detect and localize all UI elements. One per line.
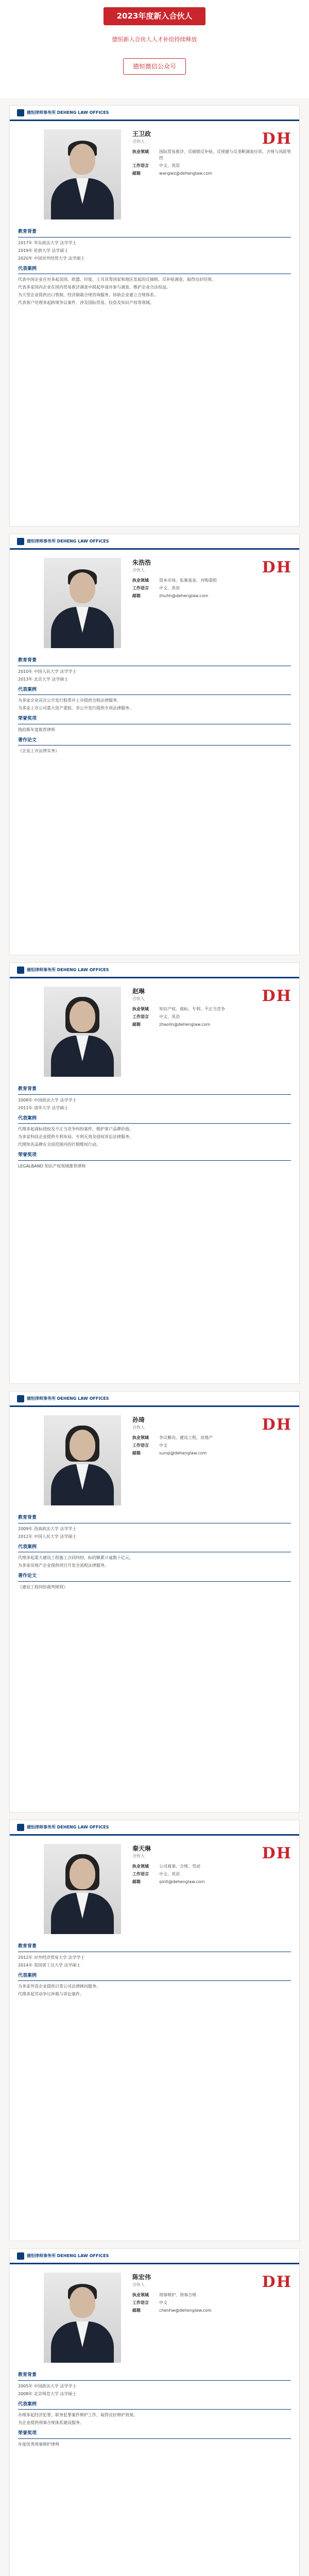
dept-label: 执业领域 [132,149,149,154]
lawyer-name: 赵琳 [132,988,145,995]
lang-value: 中文、英语 [159,163,180,168]
lawyer-photo [44,1415,121,1505]
dept-label: 执业领域 [132,1007,149,1011]
lawyer-photo [44,987,121,1077]
lawyer-card [9,1391,300,1812]
lawyer-card [9,2248,300,2576]
edu-item: 2017年 华东政法大学 法学学士 [18,240,77,245]
mail-label: 邮箱 [132,1022,141,1027]
rep-item: 代理知名品牌在全国范围内的打假维权行动。 [18,1142,100,1147]
rep-heading: 代表案例 [18,2401,291,2410]
email-link[interactable]: chenhw@dehenglaw.com [159,2308,212,2313]
edu-item: 2014年 英国诺丁汉大学 法学硕士 [18,1962,81,1968]
dh-logo: DH [262,1844,292,1862]
lang-label: 工作语言 [132,163,149,168]
follow-button[interactable]: 德恒微信公众号 [123,58,186,75]
profile-details [10,1934,299,1997]
firm-logo-icon [17,109,24,116]
rep-item: 代理多起商标侵权及不正当竞争纠纷案件，维护客户品牌价值。 [18,1127,133,1131]
edu-item: 2005年 中国政法大学 法学学士 [18,2383,77,2388]
firm-name: 德恒律师事务所 DEHENG LAW OFFICES [27,2253,109,2258]
lawyer-title: 合伙人 [132,139,145,144]
edu-item: 2008年 中国政法大学 法学学士 [18,1097,77,1103]
dept-label: 执业领域 [132,2293,149,2297]
rep-item: 办理多起经济犯罪、职务犯罪案件辩护工作，取得良好辩护效果。 [18,2413,138,2417]
lang-value: 中文、英语 [159,1014,180,1019]
email-link[interactable]: zhuhh@dehenglaw.com [159,594,209,598]
edu-heading: 教育背景 [18,2372,291,2381]
lawyer-photo [44,2273,121,2363]
pub-heading: 著作论文 [18,737,291,746]
edu-heading: 教育背景 [18,1943,291,1952]
edu-item: 2011年 清华大学 法学硕士 [18,1105,68,1110]
lang-label: 工作语言 [132,1014,149,1019]
pub-item: 《企业上市法律实务》 [18,749,59,753]
rep-item: 为大型企业提供出口管制、经济制裁合规咨询服务，协助企业建立合规体系。 [18,293,158,297]
card-topbar [10,534,299,550]
rep-item: 代表客户处理多起跨境争议案件，涉及国际贸易、投资及知识产权等领域。 [18,300,154,305]
firm-name: 德恒律师事务所 DEHENG LAW OFFICES [27,1824,109,1829]
firm-logo [17,1395,109,1402]
rep-item: 代理多起重大建设工程施工合同纠纷，标的额累计逾数十亿元。 [18,1555,133,1560]
rep-item: 为多家企业首次公开发行股票并上市提供全程法律服务。 [18,698,121,703]
lawyer-title: 合伙人 [132,1425,145,1430]
mail-label: 邮箱 [132,1879,141,1884]
firm-name: 德恒律师事务所 DEHENG LAW OFFICES [27,1396,109,1401]
dh-logo: DH [262,558,292,577]
lawyer-card [9,105,300,527]
firm-logo-icon [17,1395,24,1402]
lawyer-section [0,1384,309,1812]
dept-value: 争议解决、建设工程、房地产 [159,1435,213,1440]
lawyer-section [0,955,309,1384]
dept-value: 知识产权、商标、专利、不正当竞争 [159,1007,225,1011]
firm-logo [17,538,109,545]
lawyer-title: 合伙人 [132,2282,145,2287]
lawyer-card [9,962,300,1384]
lang-value: 中文、英语 [159,1872,180,1876]
lawyer-section [0,2241,309,2576]
edu-item: 2008年 北京师范大学 法学硕士 [18,2391,77,2396]
dept-value: 国际贸易救济、反倾销反补贴、反规避与反垄断调查应诉、合规与风险管控 [159,149,291,160]
lang-label: 工作语言 [132,1443,149,1448]
card-topbar [10,963,299,978]
lawyer-name: 秦天琳 [132,1845,151,1852]
lawyer-name: 王卫政 [132,130,151,138]
profile-details [10,1077,299,1170]
edu-heading: 教育背景 [18,1515,291,1523]
profile-header [10,121,299,219]
profile-details [10,648,299,754]
edu-heading: 教育背景 [18,1086,291,1095]
profile-details [10,1505,299,1590]
honor-heading: 荣誉奖项 [18,2430,291,2439]
email-link[interactable]: sunqi@dehenglaw.com [159,1451,207,1455]
card-topbar [10,2249,299,2264]
mail-label: 邮箱 [132,594,141,598]
edu-item: 2012年 中国人民大学 法学硕士 [18,1534,77,1539]
email-link[interactable]: zhaolin@dehenglaw.com [159,1022,211,1027]
lang-value: 中文、英语 [159,586,180,590]
honor-heading: 荣誉奖项 [18,1152,291,1161]
dept-value: 资本市场、私募基金、并购重组 [159,578,217,583]
edu-item: 2013年 北京大学 法学硕士 [18,676,68,682]
firm-logo-icon [17,538,24,545]
lawyer-section [0,527,309,955]
lawyer-photo [44,558,121,648]
lawyer-section [0,98,309,527]
profile-header [10,2264,299,2363]
dh-logo: DH [262,987,292,1005]
lawyer-section [0,1812,309,2241]
lawyer-card [9,1820,300,2241]
lawyer-card [9,534,300,955]
dept-label: 执业领域 [132,1435,149,1440]
firm-name: 德恒律师事务所 DEHENG LAW OFFICES [27,110,109,115]
mail-label: 邮箱 [132,171,141,176]
lang-label: 工作语言 [132,2300,149,2305]
edu-item: 2012年 对外经济贸易大学 法学学士 [18,1955,85,1960]
firm-logo [17,1824,109,1831]
card-topbar [10,1820,299,1836]
lawyer-title: 合伙人 [132,996,145,1001]
rep-item: 代理多起劳动争议仲裁与诉讼案件。 [18,1992,84,1996]
edu-item: 2020年 中国对外经贸大学 法学硕士 [18,256,85,261]
page-header [0,0,309,98]
dh-logo: DH [262,130,292,148]
dept-label: 执业领域 [132,1864,149,1869]
pub-heading: 著作论文 [18,1573,291,1582]
firm-logo [17,2252,109,2260]
lawyer-name: 孙琦 [132,1416,145,1423]
dept-value: 刑事辩护、刑事合规 [159,2293,196,2297]
dept-value: 公司商事、合规、劳动 [159,1864,200,1869]
lang-value: 中文 [159,1443,167,1448]
mail-label: 邮箱 [132,2308,141,2313]
lawyer-photo [44,129,121,219]
profile-header [10,978,299,1077]
lawyer-photo [44,1844,121,1934]
mail-label: 邮箱 [132,1451,141,1455]
rep-heading: 代表案例 [18,1544,291,1553]
rep-item: 代表中国企业应对多起美国、欧盟、印度、土耳其等国家和地区发起的反倾销、反补贴调查，取得良好结果。 [18,277,216,282]
lawyer-list [0,98,309,2576]
lang-value: 中文 [159,2300,167,2305]
rep-heading: 代表案例 [18,1115,291,1124]
profile-header [10,1407,299,1505]
profile-header [10,1836,299,1934]
dh-logo: DH [262,2273,292,2291]
lawyer-title: 合伙人 [132,568,145,572]
card-topbar [10,1392,299,1407]
header-subtitle: 德恒新入合伙人人才补给持续释放 [112,36,197,43]
firm-logo-icon [17,967,24,974]
lawyer-name: 朱浩浩 [132,559,151,566]
rep-item: 为多家外资企业提供日常公司法律顾问服务。 [18,1984,100,1989]
edu-item: 2009年 西南政法大学 法学学士 [18,1526,77,1531]
honor-item: 钱伯斯年度推荐律师 [18,727,55,732]
rep-item: 为多家科技企业提供专利布局、专利无效及侵权诉讼法律服务。 [18,1134,133,1139]
rep-heading: 代表案例 [18,266,291,275]
profile-details [10,219,299,306]
edu-item: 2019年 伦敦大学 法学硕士 [18,248,68,253]
honor-heading: 荣誉奖项 [18,716,291,724]
card-topbar [10,106,299,121]
dh-logo: DH [262,1416,292,1434]
email-link[interactable]: qintl@dehenglaw.com [159,1879,205,1884]
firm-logo [17,109,109,116]
dept-label: 执业领域 [132,578,149,583]
rep-heading: 代表案例 [18,687,291,696]
rep-item: 代表多家国内企业在国内贸易救济调查中提起申请并参与调查，维护企业合法权益。 [18,285,170,290]
honor-item: 年度优秀刑事辩护律师 [18,2442,59,2447]
firm-name: 德恒律师事务所 DEHENG LAW OFFICES [27,538,109,544]
firm-logo-icon [17,2252,24,2260]
rep-heading: 代表案例 [18,1973,291,1981]
lang-label: 工作语言 [132,1872,149,1876]
firm-name: 德恒律师事务所 DEHENG LAW OFFICES [27,967,109,972]
profile-header [10,550,299,648]
honor-item: LEGALBAND 知识产权领域推荐律师 [18,1163,86,1168]
profile-details [10,2363,299,2448]
rep-item: 为多家房地产企业提供项目开发全流程法律服务。 [18,1563,109,1568]
edu-item: 2010年 中国人民大学 法学学士 [18,669,77,674]
pub-item: 《建设工程纠纷裁判规则》 [18,1584,67,1589]
lang-label: 工作语言 [132,586,149,590]
edu-heading: 教育背景 [18,657,291,666]
email-link[interactable]: wangwz@dehenglaw.com [159,171,213,176]
rep-item: 为多家上市公司重大资产重组、非公开发行提供专项法律服务。 [18,706,133,710]
firm-logo [17,967,109,974]
rep-item: 为企业提供刑事合规体系建设服务。 [18,2420,84,2425]
firm-logo-icon [17,1824,24,1831]
lawyer-title: 合伙人 [132,1854,145,1858]
lawyer-name: 陈宏伟 [132,2274,151,2281]
edu-heading: 教育背景 [18,229,291,238]
header-banner: 2023年度新入合伙人 [104,7,206,25]
